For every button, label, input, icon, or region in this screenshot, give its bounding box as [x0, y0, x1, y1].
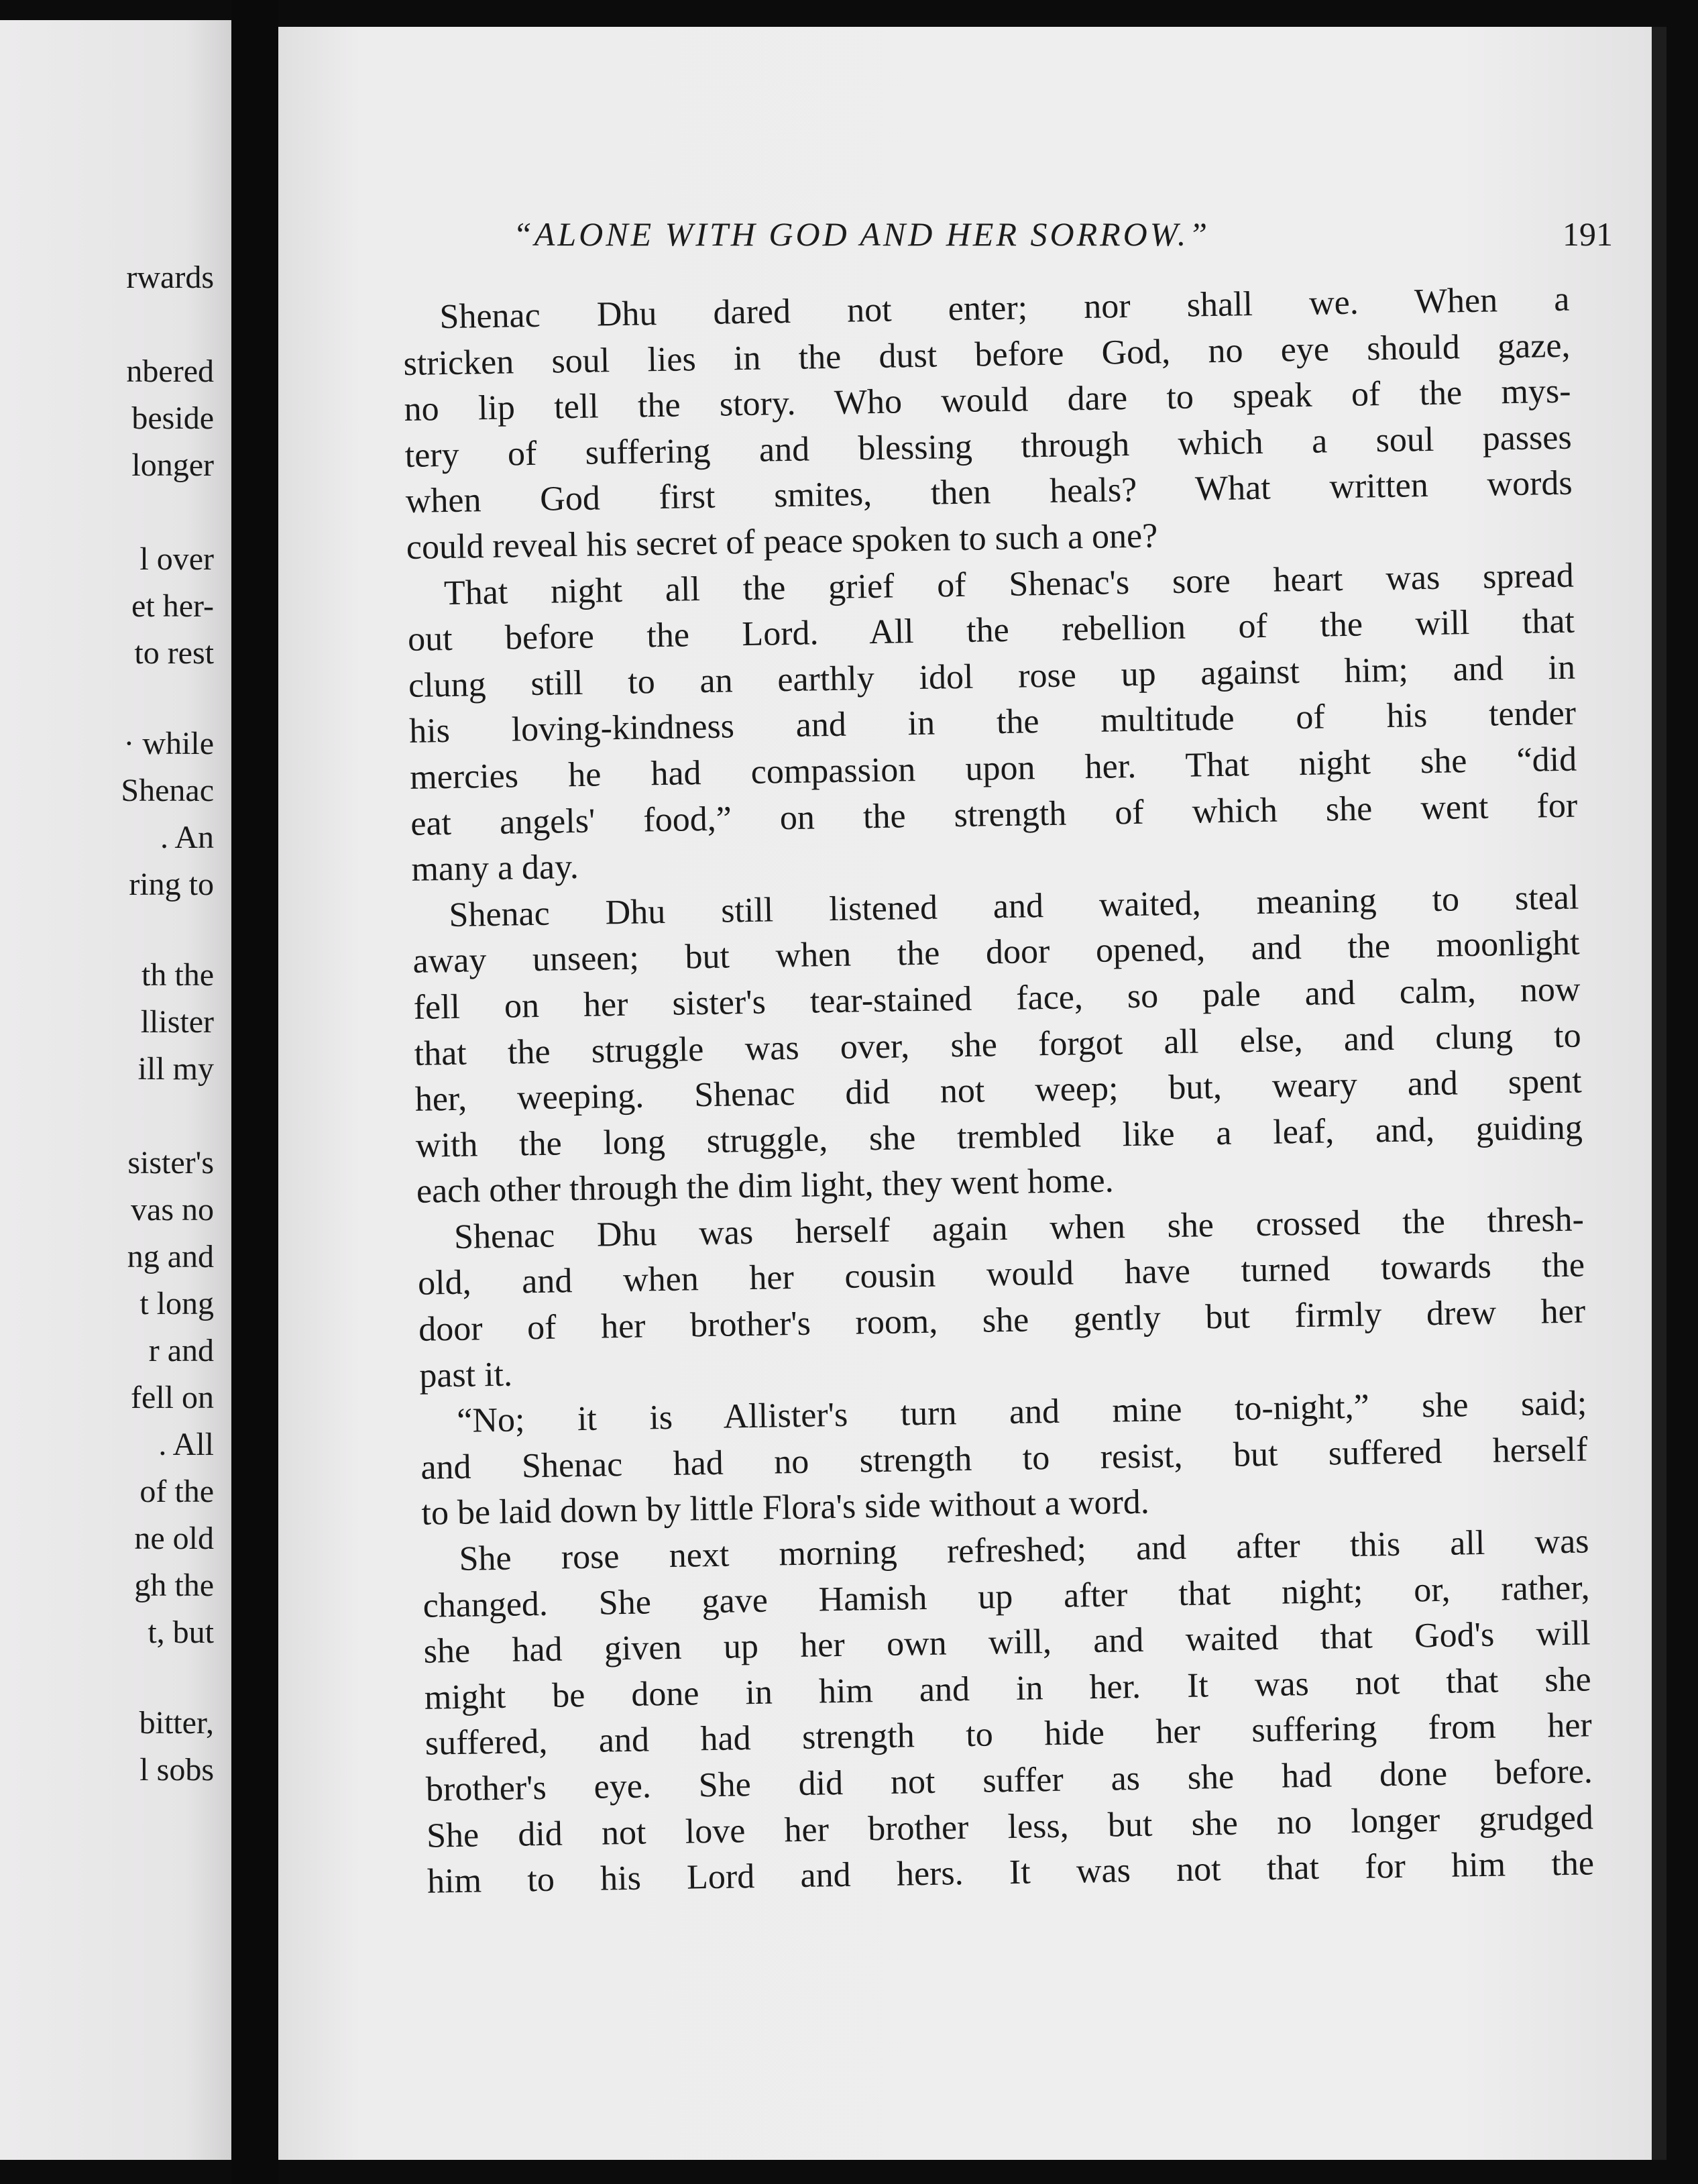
text-line: mercies he had compassion upon her. That night she “did: [409, 740, 1577, 797]
text-line: Shenac Dhu was herself again when she crossed the thresh-: [453, 1200, 1585, 1256]
left-page-line-fragment: longer: [131, 447, 214, 483]
current-page: [278, 27, 1666, 2160]
text-line: That night all the grief of Shenac's sore heart was spread: [443, 556, 1575, 612]
text-line: to be laid down by little Flora's side without a word.: [421, 1483, 1150, 1533]
paragraph: [402, 277, 1573, 571]
text-line: tery of suffering and blessing through which a soul passes: [404, 418, 1572, 475]
text-line: and Shenac had no strength to resist, but suffered herself: [420, 1430, 1588, 1487]
text-line: suffered, and had strength to hide her suffering from her: [424, 1706, 1593, 1763]
left-page-line-fragment: ill my: [137, 1051, 214, 1087]
body-text: [402, 277, 1594, 1906]
page-number: 191: [1563, 215, 1613, 253]
left-page-line-fragment: to rest: [134, 635, 214, 671]
running-title: “ALONE WITH GOD AND HER SORROW.”: [513, 215, 1210, 253]
left-page-line-fragment: llister: [140, 1004, 214, 1040]
text-line: her, weeping. Shenac did not weep; but, weary and spent: [414, 1062, 1583, 1119]
left-page-line-fragment: gh the: [134, 1568, 214, 1603]
running-head: [513, 215, 1613, 255]
text-line: “No; it is Allister's turn and mine to-night,” she said;: [456, 1384, 1587, 1441]
left-page-line-fragment: fell on: [131, 1380, 214, 1415]
left-page-line-fragment: et her-: [131, 588, 214, 624]
book-gutter: [231, 0, 278, 2184]
text-line: Shenac Dhu dared not enter; nor shall we. When a: [439, 280, 1570, 337]
left-page-line-fragment: ng and: [127, 1239, 214, 1274]
previous-page: [0, 20, 231, 2160]
text-line: She rose next morning refreshed; and after this all was: [459, 1522, 1589, 1578]
text-line: changed. She gave Hamish up after that night; or, rather,: [422, 1568, 1590, 1625]
text-line: that the struggle was over, she forgot all else, and clung to: [414, 1016, 1581, 1073]
text-line: could reveal his secret of peace spoken to such a one?: [406, 516, 1158, 567]
left-page-line-fragment: ne old: [134, 1521, 214, 1556]
text-line: each other through the dim light, they went home.: [416, 1161, 1115, 1211]
left-page-line-fragment: sister's: [127, 1145, 214, 1181]
text-line: stricken soul lies in the dust before God, no eye should gaze,: [403, 326, 1571, 383]
text-line: might be done in him and in her. It was not that she: [424, 1660, 1592, 1717]
left-page-line-fragment: r and: [148, 1333, 214, 1368]
page-edge: [1652, 27, 1666, 2160]
paragraph: [412, 875, 1583, 1215]
text-line: old, and when her cousin would have turned towards the: [417, 1246, 1585, 1303]
text-line: with the long struggle, she trembled like a leaf, and, guiding: [415, 1108, 1583, 1165]
left-page-line-fragment: bitter,: [139, 1705, 214, 1741]
left-page-line-fragment: · while: [123, 726, 214, 761]
text-line: away unseen; but when the door opened, and the moonlight: [412, 924, 1580, 981]
text-line: fell on her sister's tear-stained face, so pale and calm, now: [413, 970, 1581, 1027]
text-line: She did not love her brother less, but she no longer grudged: [426, 1798, 1594, 1855]
text-line: eat angels' food,” on the strength of which she went for: [410, 786, 1578, 843]
text-line: him to his Lord and hers. It was not that for him the: [427, 1844, 1595, 1901]
paragraph: [422, 1519, 1594, 1905]
left-page-line-fragment: ring to: [129, 867, 214, 902]
text-line: out before the Lord. All the rebellion of the will that: [407, 602, 1575, 659]
left-page-line-fragment: th the: [142, 957, 214, 993]
left-page-line-fragment: t, but: [148, 1615, 214, 1650]
left-page-line-fragment: . An: [160, 820, 214, 855]
text-line: Shenac Dhu still listened and waited, meaning to steal: [449, 878, 1579, 934]
left-page-line-fragment: beside: [131, 400, 214, 436]
text-line: his loving-kindness and in the multitude of his tender: [408, 694, 1577, 751]
text-line: brother's eye. She did not suffer as she had done before.: [425, 1752, 1593, 1809]
paragraph: [417, 1197, 1587, 1399]
text-line: when God first smites, then heals? What written words: [405, 464, 1573, 521]
left-page-line-fragment: nbered: [126, 353, 214, 389]
text-line: past it.: [418, 1355, 513, 1395]
left-page-line-fragment: . All: [158, 1427, 214, 1462]
left-page-line-fragment: l over: [139, 541, 214, 577]
left-page-line-fragment: l sobs: [139, 1752, 214, 1788]
text-line: she had given up her own will, and waited that God's will: [423, 1614, 1591, 1671]
text-line: no lip tell the story. Who would dare to speak of the mys-: [404, 372, 1571, 429]
text-line: door of her brother's room, she gently but firmly drew her: [418, 1292, 1586, 1349]
left-page-line-fragment: vas no: [131, 1192, 214, 1227]
text-line: many a day.: [411, 848, 579, 889]
paragraph: [406, 553, 1578, 893]
left-page-line-fragment: of the: [139, 1474, 214, 1509]
left-page-line-fragment: t long: [139, 1286, 214, 1321]
text-line: clung still to an earthly idol rose up against him; and in: [408, 648, 1576, 705]
paragraph: [420, 1381, 1589, 1537]
left-page-line-fragment: Shenac: [121, 773, 214, 808]
left-page-line-fragment: rwards: [126, 260, 214, 295]
